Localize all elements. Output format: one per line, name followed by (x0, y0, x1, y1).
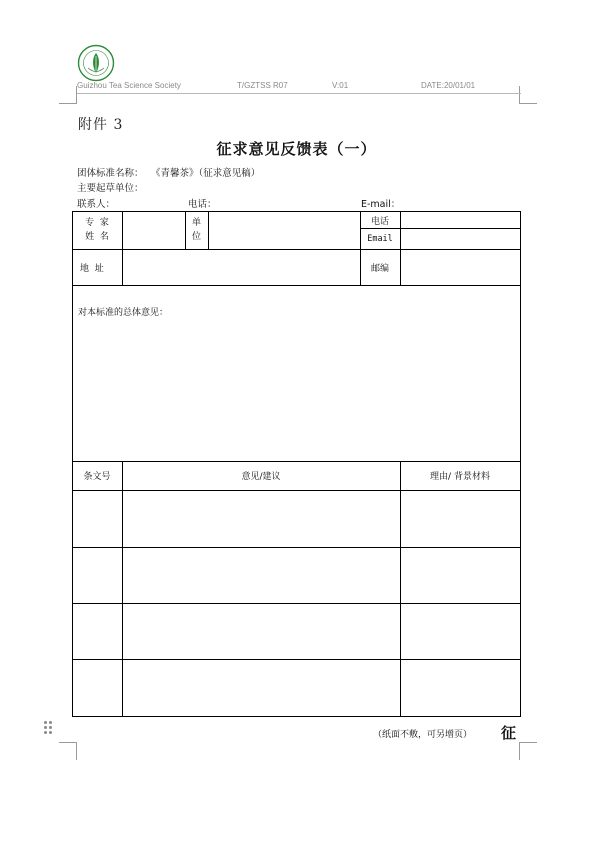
feedback-form-table (72, 211, 521, 717)
table-rule (400, 211, 401, 285)
attachment-label: 附件 3 (78, 117, 124, 133)
header-version: V:01 (332, 81, 349, 90)
column-header-opinion: 意见/建议 (241, 472, 281, 482)
expert-name-label: 专 家 姓 名 (85, 218, 109, 242)
society-logo-icon (77, 44, 115, 82)
standard-name-label: 团体标准名称： (77, 168, 144, 179)
table-border-left (72, 211, 73, 717)
table-rule (208, 211, 209, 249)
table-rule (72, 285, 521, 286)
email-cell-label: Email (367, 234, 393, 244)
overall-opinion-label: 对本标准的总体意见： (78, 308, 169, 318)
table-rule (122, 211, 123, 285)
table-border-right (520, 211, 521, 717)
table-rule (72, 547, 521, 548)
table-rule (72, 490, 521, 491)
header-rule (77, 93, 521, 94)
table-border-top (72, 211, 521, 212)
crop-mark-top-right (519, 86, 537, 104)
column-header-reason: 理由/ 背景材料 (430, 472, 490, 482)
postcode-label: 邮编 (370, 264, 389, 274)
header-code: T/GZTSS R07 (237, 81, 288, 90)
table-rule (72, 461, 521, 462)
crop-mark-top-left (59, 86, 77, 104)
table-rule (72, 659, 521, 660)
header-date: DATE:20/01/01 (421, 81, 476, 90)
table-rule (72, 603, 521, 604)
address-label: 地 址 (80, 264, 104, 274)
phone-label: 电话： (188, 199, 217, 210)
crop-mark-bottom-right (519, 742, 537, 760)
footer-trailing-char: 征 (501, 724, 517, 742)
footer-note: （纸面不敷，可另增页） (373, 730, 473, 740)
table-rule (360, 228, 521, 229)
drafter-label: 主要起草单位： (77, 183, 144, 194)
table-rule (400, 461, 401, 717)
table-rule (122, 461, 123, 717)
email-label: E-mail： (361, 199, 401, 210)
phone-cell-label: 电话 (370, 217, 389, 227)
table-rule (72, 249, 521, 250)
drag-handle-icon[interactable] (44, 721, 53, 735)
header-org: Guizhou Tea Science Society (77, 81, 181, 90)
table-border-bottom (72, 716, 521, 717)
unit-label: 单 位 (191, 218, 201, 242)
standard-name-value: 《青馨茶》（征求意见稿） (151, 168, 261, 179)
contact-label: 联系人： (77, 199, 116, 210)
crop-mark-bottom-left (59, 742, 77, 760)
column-header-clause: 条文号 (83, 472, 111, 482)
page-title: 征求意见反馈表（一） (216, 140, 377, 158)
